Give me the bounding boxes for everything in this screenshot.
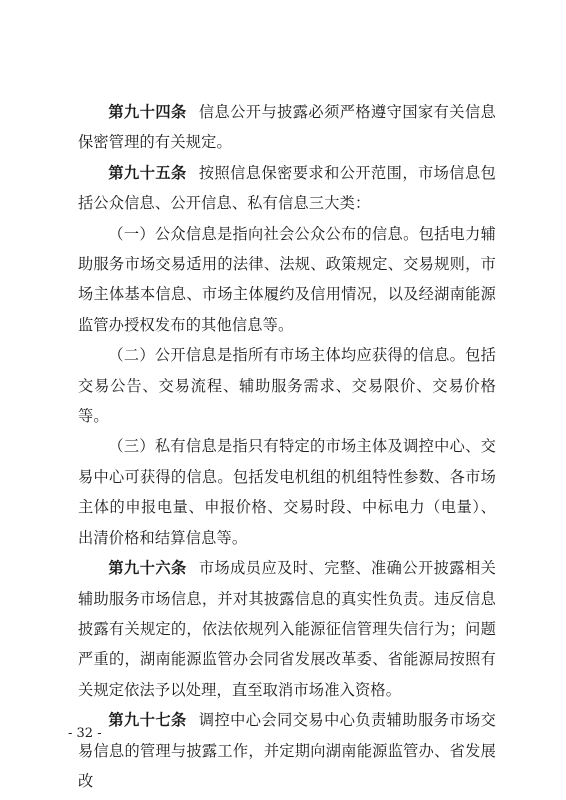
paragraph-text: 市场成员应及时、完整、准确公开披露相关辅助服务市场信息，并对其披露信息的真实性负责。违反信息披露有关规定的，依法依规列入能源征信管理失信行为；问题严重的，湖南能源监管办会同省发展改革委、省能源局按照有关规定依法予以处理，直至取消市场准入资格。 [78, 559, 496, 699]
article-number: 第九十五条 [108, 163, 187, 182]
paragraph-article-96 [78, 553, 496, 705]
paragraph-item-1 [78, 219, 496, 341]
article-number: 第九十四条 [108, 103, 187, 121]
article-number: 第九十七条 [108, 711, 187, 730]
paragraph-text: 按照信息保密要求和公开范围，市场信息包括公众信息、公开信息、私有信息三大类： [78, 163, 496, 213]
paragraph-article-95 [78, 158, 496, 219]
paragraph-article-97 [78, 705, 496, 796]
paragraph-text: （二）公开信息是指所有市场主体均应获得的信息。包括交易公告、交易流程、辅助服务需求、交易限价、交易价格等。 [78, 346, 496, 426]
paragraph-text: （三）私有信息是指只有特定的市场主体及调控中心、交易中心可获得的信息。包括发电机组的机组特性参数、各市场主体的申报电量、申报价格、交易时段、中标电力（电量）、出清价格和结算信息等。 [78, 437, 496, 547]
page-number: - 32 - [68, 726, 102, 741]
paragraph-article-94 [78, 97, 496, 158]
document-body [78, 97, 496, 796]
paragraph-item-2 [78, 340, 496, 431]
paragraph-text: 信息公开与披露必须严格遵守国家有关信息保密管理的有关规定。 [78, 103, 496, 152]
paragraph-text: 调控中心会同交易中心负责辅助服务市场交易信息的管理与披露工作，并定期向湖南能源监管办、省发展改 [78, 711, 496, 790]
paragraph-item-3 [78, 431, 496, 553]
article-number: 第九十六条 [108, 559, 187, 578]
paragraph-text: （一）公众信息是指向社会公众公布的信息。包括电力辅助服务市场交易适用的法律、法规、政策规定、交易规则，市场主体基本信息、市场主体履约及信用情况，以及经湖南能源监管办授权发布的其他信息等。 [78, 224, 496, 334]
